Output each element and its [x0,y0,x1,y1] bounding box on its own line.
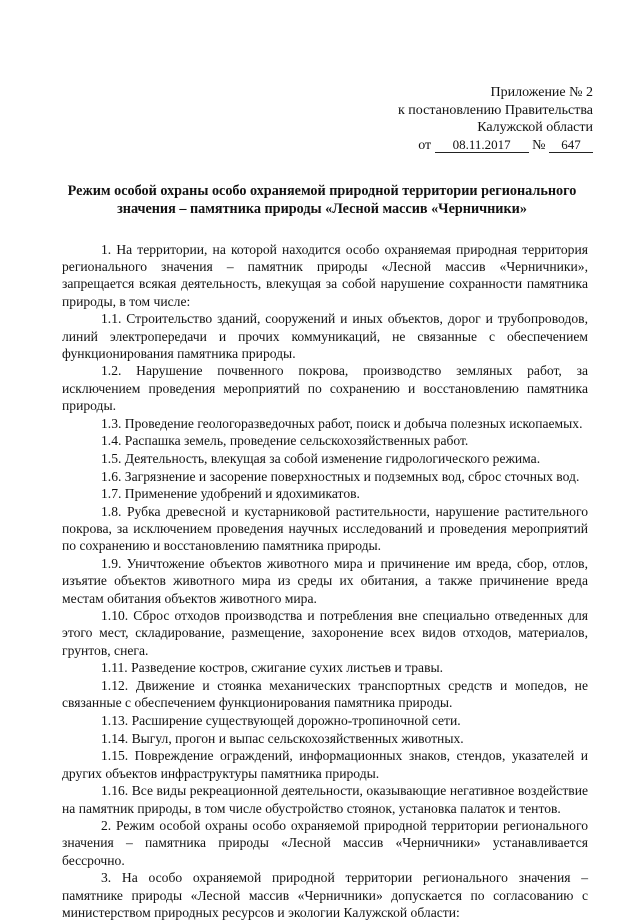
paragraph: 1.5. Деятельность, влекущая за собой изменение гидрологического режима. [101,450,541,466]
paragraph: 1.3. Проведение геологоразведочных работ, поиск и добыча полезных ископаемых. [101,415,583,431]
paragraph: 1.2. Нарушение почвенного покрова, производство земляных работ, за исключением проведения мероприятий по сохранению и восстановлению памятника природы. [62,363,588,413]
paragraph: 1.6. Загрязнение и засорение поверхностных и подземных вод, сброс сточных вод. [101,468,580,484]
paragraph: 1.11. Разведение костров, сжигание сухих листьев и травы. [101,660,444,676]
appendix-number: Приложение № 2 [490,85,593,100]
document-title [58,182,586,218]
paragraph: 1.7. Применение удобрений и ядохимикатов. [101,486,360,502]
resolution-reference: к постановлению Правительства [397,102,593,118]
paragraph: 1.1. Строительство зданий, сооружений и иных объектов, дорог и трубопроводов, линий электропередачи и прочих коммуникаций, не связанные с обеспечением функционирования памятника природы. [62,311,588,361]
title-line-1: Режим особой охраны особо охраняемой природной территории регионального [67,183,577,199]
paragraph: 1.4. Распашка земель, проведение сельскохозяйственных работ. [101,433,469,449]
paragraph: 1.14. Выгул, прогон и выпас сельскохозяйственных животных. [101,730,464,746]
region-name: Калужской области [477,120,593,136]
resolution-date: 08.11.2017 [435,138,529,153]
paragraph: 1.8. Рубка древесной и кустарниковой растительности, нарушение растительного покрова, за исключением проведения научных исследований и проведения мероприятий по сохранению и восстановлению памятника природы. [62,504,588,554]
document-body [62,241,588,921]
appendix-header [353,84,593,154]
date-prefix: от [418,137,432,153]
paragraph: 1.12. Движение и стоянка механических транспортных средств и мопедов, не связанные с обеспечением функционирования памятника природы. [62,678,588,711]
resolution-number: 647 [549,138,593,153]
paragraph: 1. На территории, на которой находится особо охраняемая природная территория регионального значения – памятник природы «Лесной массив «Черничники», запрещается всякая деятельность, влекущая за собой нарушение сохранности памятника природы, в том числе: [62,242,588,309]
number-prefix: № [532,137,546,153]
paragraph: 1.9. Уничтожение объектов животного мира и причинение им вреда, сбор, отлов, изъятие объектов животного мира из среды их обитания, а также причинение вреда местам обитания объектов животного мира. [62,556,588,606]
paragraph: 3. На особо охраняемой природной территории регионального значения – памятнике природы «Лесной массив «Черничники» допускается по согласованию с министерством природных ресурсов и экологии Калужской области: [62,870,588,920]
date-number-line [353,137,593,155]
paragraph: 1.16. Все виды рекреационной деятельности, оказывающие негативное воздействие на памятник природы, в том числе обустройство стоянок, установка палаток и тентов. [62,783,588,816]
paragraph: 1.15. Повреждение ограждений, информационных знаков, стендов, указателей и других объектов инфраструктуры памятника природы. [62,748,588,781]
title-line-2: значения – памятника природы «Лесной массив «Черничники» [117,201,527,217]
paragraph: 2. Режим особой охраны особо охраняемой природной территории регионального значения – памятника природы «Лесной массив «Черничники» устанавливается бессрочно. [62,818,588,868]
paragraph: 1.10. Сброс отходов производства и потребления вне специально отведенных для этого мест, складирование, размещение, захоронение всех видов отходов, материалов, грунтов, снега. [62,608,588,658]
paragraph: 1.13. Расширение существующей дорожно-тропиночной сети. [101,712,461,728]
